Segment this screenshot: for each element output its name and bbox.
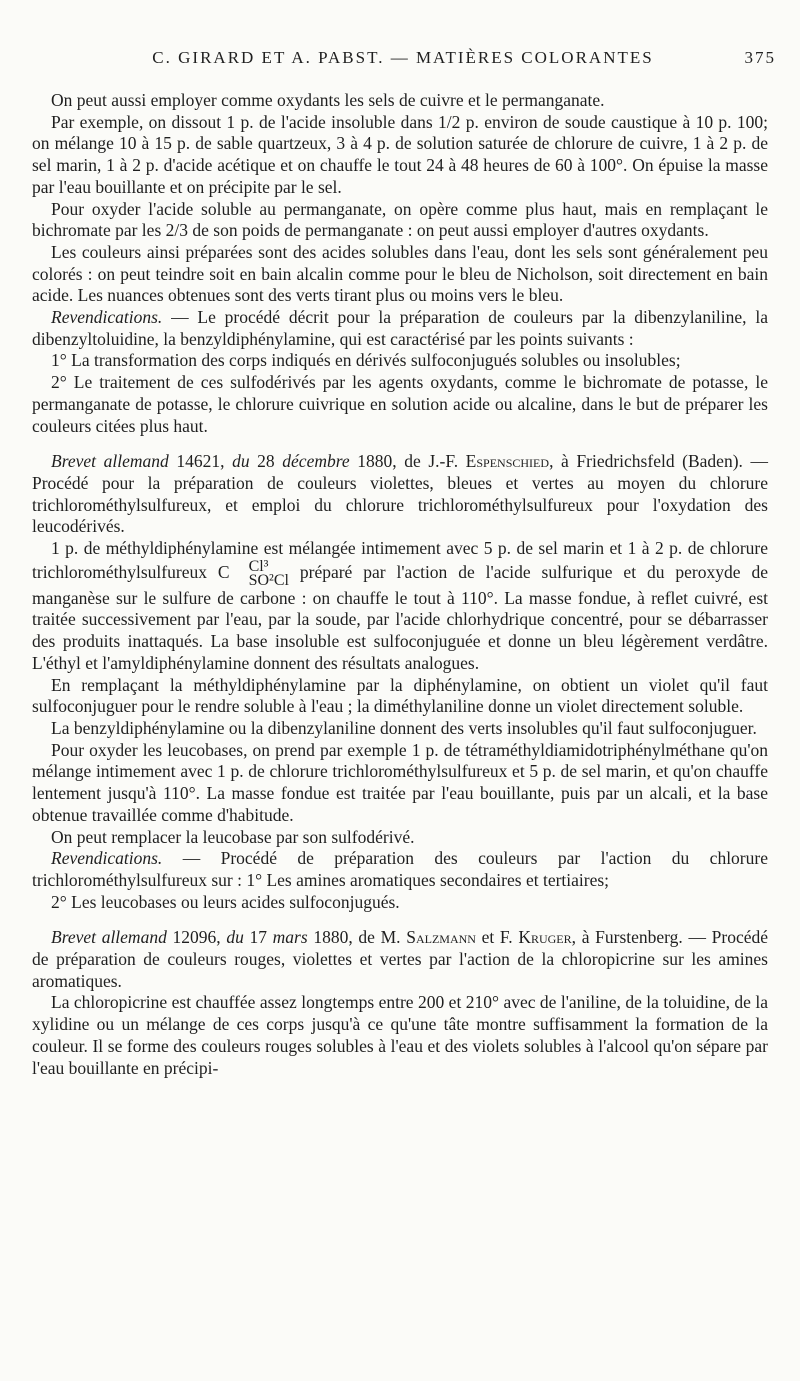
patent-year: 1880, de M.	[307, 927, 407, 948]
patent-author-joiner: et F.	[475, 927, 519, 948]
patent-author: Salzmann	[406, 927, 476, 948]
formula-top: Cl³	[248, 557, 269, 575]
patent-heading	[32, 451, 768, 538]
header-title: C. GIRARD ET A. PABST. — MATIÈRES COLORANTES	[152, 48, 654, 67]
claim: 2° Les leucobases ou leurs acides sulfoconjugués.	[51, 891, 400, 912]
patent-description: , à Friedrichsfeld (Baden). — Procédé pour la préparation de couleurs violettes, bleues et vertes au moyen du chlorure trichlorométhylsulfureux, et emploi du chlorure trichlorométhylsulfureux pour l'oxydation des leucodérivés.	[32, 451, 769, 537]
paragraph: En remplaçant la méthyldiphénylamine par la diphénylamine, on obtient un violet qu'il faut sulfoconjuguer pour le rendre soluble à l'eau ; la diméthylaniline donne un violet directement soluble.	[32, 674, 768, 717]
patent-date-day: 28	[249, 451, 283, 472]
text-after-formula: préparé par l'action de l'acide sulfurique et du peroxyde de manganèse sur le sulfure de carbone : on chauffe le tout à 110°. La masse fondue, à reflet cuivré, est traitée successivement par l'eau, par la soude, par l'acide chlorhydrique concentré, pour se débarrasser des produits inattaqués. La base insoluble est sulfoconjuguée et donne un bleu légèrement verdâtre. L'éthyl et l'amyldiphénylamine donnent des résultats analogues.	[32, 561, 768, 673]
text-before-formula: 1 p. de méthyldiphénylamine est mélangée intimement avec 5 p. de sel marin et 1 à 2 p. de chlorure trichlorométhylsulfureux C	[32, 538, 768, 582]
patent-description: , à Furstenberg. — Procédé de préparation de couleurs rouges, violettes et vertes par l'action de la chloropicrine sur les amines aromatiques.	[32, 927, 769, 991]
patent-number: 14621,	[168, 451, 233, 472]
running-header	[30, 44, 776, 74]
paragraph: Par exemple, on dissout 1 p. de l'acide insoluble dans 1/2 p. environ de soude caustique à 10 p. 100; on mélange 10 à 15 p. de sable quartzeux, 3 à 4 p. de solution saturée de chlorure de cuivre, 1 à 2 p. de sel marin, 1 à 2 p. d'acide acétique et on chauffe le tout 24 à 48 heures de 60 à 100°. On épuise la masse par l'eau bouillante et on précipite par le sel.	[32, 111, 768, 197]
paragraph: On peut remplacer la leucobase par son sulfodérivé.	[51, 826, 415, 847]
revendications-text: — Le procédé décrit pour la préparation de couleurs par la dibenzylaniline, la dibenzyltoluidine, la benzyldiphénylamine, qui est caractérisé par les points suivants :	[32, 307, 768, 349]
revendications-paragraph	[32, 848, 768, 891]
patent-author: J.-F. Espenschied	[428, 451, 550, 472]
paragraph: La benzyldiphénylamine ou la dibenzylaniline donnent des verts insolubles qu'il faut sulfoconjuguer.	[51, 717, 757, 738]
revendications-paragraph	[32, 307, 768, 350]
patent-year: 1880, de	[349, 451, 429, 472]
chemical-formula	[230, 557, 289, 589]
claim: 1° La transformation des corps indiqués en dérivés sulfoconjugués solubles ou insolubles;	[51, 350, 681, 371]
patent-date-prefix: du	[232, 451, 250, 472]
paragraph: La chloropicrine est chauffée assez longtemps entre 200 et 210° avec de l'aniline, de la toluidine, de la xylidine ou un mélange de ces corps jusqu'à ce qu'une tâte montre suffisamment la formation de la couleur. Il se forme des couleurs rouges solubles à l'eau et des violets solubles à l'alcool qu'on sépare par l'eau bouillante en précipi-	[32, 992, 768, 1078]
formula-bottom: SO²Cl	[248, 571, 289, 589]
revendications-label: Revendications.	[51, 848, 163, 869]
patent-date-month: décembre	[282, 451, 350, 472]
patent-author-2: Kruger	[518, 927, 572, 948]
patent-date-day: 17	[243, 927, 273, 948]
page-number: 375	[744, 48, 776, 67]
paragraph	[32, 538, 768, 675]
patent-label: Brevet allemand	[51, 927, 167, 948]
patent-label: Brevet allemand	[51, 451, 169, 472]
patent-heading	[32, 927, 768, 992]
paragraph: Pour oxyder les leucobases, on prend par exemple 1 p. de tétraméthyldiamidotriphénylméthane qu'on mélange intimement avec 1 p. de chlorure trichlorométhylsulfureux et 5 p. de sel marin, et qu'on chauffe lentement jusqu'à 110°. La masse fondue est traitée par l'eau bouillante, puis par un alcali, et la base obtenue travaillée comme d'habitude.	[32, 739, 768, 825]
claim: 2° Le traitement de ces sulfodérivés par les agents oxydants, comme le bichromate de potasse, le permanganate de potasse, le chlorure cuivrique en solution acide ou alcaline, dans le but de préparer les couleurs citées plus haut.	[32, 372, 768, 436]
revendications-label: Revendications.	[51, 307, 163, 328]
paragraph: Pour oxyder l'acide soluble au permanganate, on opère comme plus haut, mais en remplaçant le bichromate par les 2/3 de son poids de permanganate : on peut aussi employer d'autres oxydants.	[32, 198, 768, 241]
patent-number: 12096,	[166, 927, 227, 948]
revendications-text: — Procédé de préparation des couleurs par l'action du chlorure trichlorométhylsulfureux sur : 1° Les amines aromatiques secondaires et tertiaires;	[32, 848, 768, 890]
paragraph: Les couleurs ainsi préparées sont des acides solubles dans l'eau, dont les sels sont généralement peu colorés : on peut teindre soit en bain alcalin comme pour le bleu de Nicholson, soit directement en bain acide. Les nuances obtenues sont des verts tirant plus ou moins vers le bleu.	[32, 241, 768, 306]
patent-date-prefix: du	[226, 927, 244, 948]
paragraph: On peut aussi employer comme oxydants les sels de cuivre et le permanganate.	[51, 90, 605, 110]
body-text	[32, 90, 768, 1079]
patent-date-month: mars	[272, 927, 308, 948]
